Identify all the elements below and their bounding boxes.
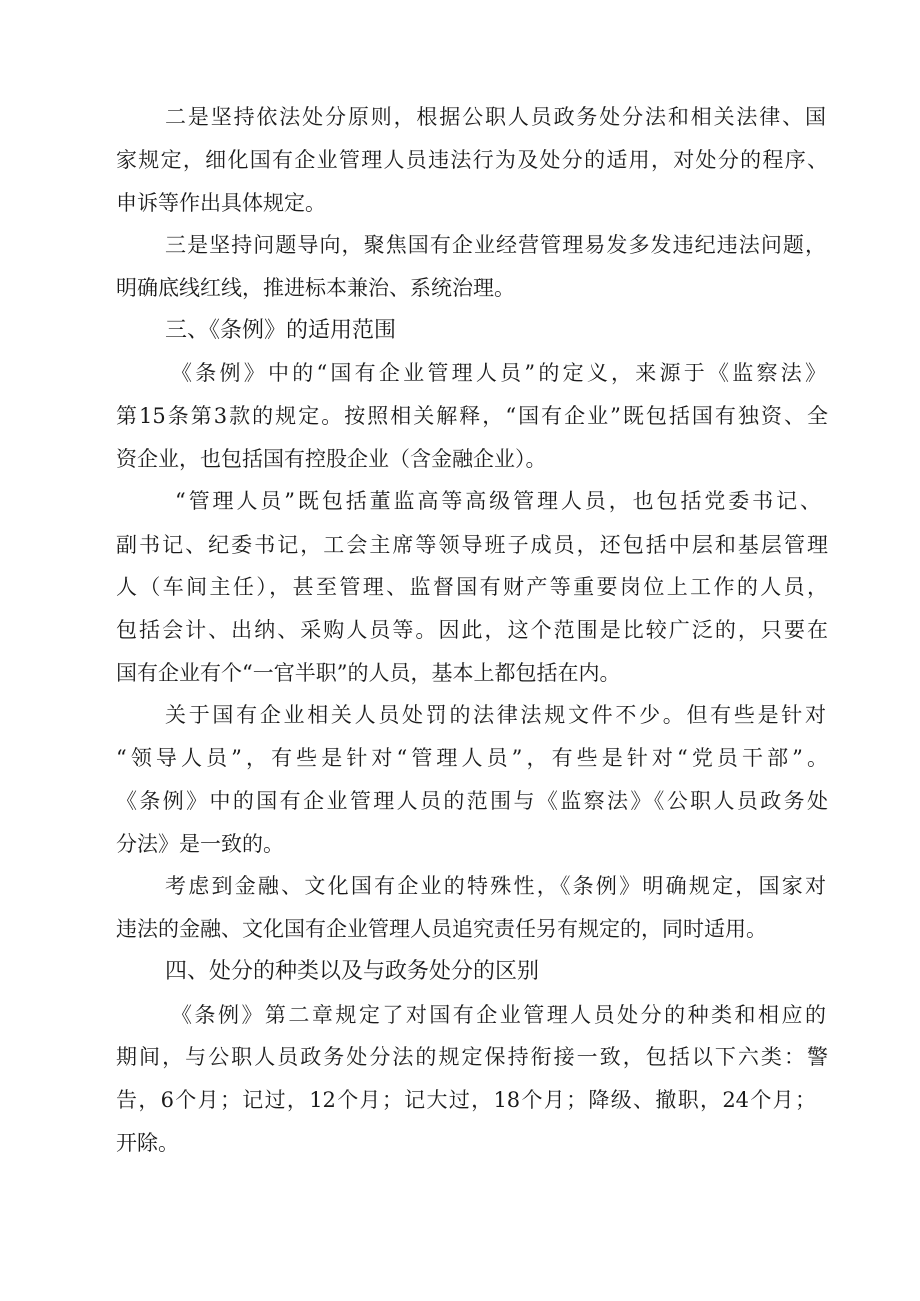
paragraph-line: “管理人员”既包括董监高等高级管理人员，也包括党委书记、: [175, 489, 821, 513]
paragraph-line: 违法的金融、文化国有企业管理人员追究责任另有规定的，同时适用。: [116, 917, 767, 941]
paragraph-line: 包括会计、出纳、采购人员等。因此，这个范围是比较广泛的，只要在: [116, 618, 828, 642]
paragraph-line: 期间，与公职人员政务处分法的规定保持衔接一致，包括以下六类：警: [116, 1045, 828, 1069]
paragraph-line: 副书记、纪委书记，工会主席等领导班子成员，还包括中层和基层管理: [116, 533, 828, 557]
paragraph-line: 第15条第3款的规定。按照相关解释，“国有企业”既包括国有独资、全: [116, 404, 828, 428]
paragraph-line: 国有企业有个“一官半职”的人员，基本上都包括在内。: [116, 661, 621, 685]
paragraph-line: 考虑到金融、文化国有企业的特殊性，《条例》明确规定，国家对: [165, 874, 826, 898]
paragraph-line: 资企业，也包括国有控股企业（含金融企业）。: [116, 447, 547, 471]
section-heading: 四、处分的种类以及与政务处分的区别: [165, 959, 540, 984]
paragraph-line: 开除。: [116, 1131, 179, 1155]
paragraph-line: 三是坚持问题导向，聚焦国有企业经营管理易发多发违纪违法问题，: [165, 233, 826, 257]
paragraph-line: 《条例》第二章规定了对国有企业管理人员处分的种类和相应的: [171, 1003, 826, 1027]
paragraph-line: 分法》是一致的。: [116, 832, 284, 856]
paragraph-line: “领导人员”，有些是针对“管理人员”，有些是针对“党员干部”。: [116, 746, 828, 770]
paragraph-line: 申诉等作出具体规定。: [116, 191, 326, 215]
section-heading: 三、《条例》的适用范围: [165, 318, 397, 343]
paragraph-line: 人（车间主任），甚至管理、监督国有财产等重要岗位上工作的人员，: [116, 575, 828, 599]
paragraph-line: 家规定，细化国有企业管理人员违法行为及处分的适用，对处分的程序、: [116, 148, 828, 172]
paragraph-line: 二是坚持依法处分原则，根据公职人员政务处分法和相关法律、国: [165, 105, 826, 129]
paragraph-line: 告，6个月；记过，12个月；记大过，18个月；降级、撤职，24个月；: [116, 1088, 816, 1112]
paragraph-line: 关于国有企业相关人员处罚的法律法规文件不少。但有些是针对: [165, 703, 826, 727]
paragraph-line: 《条例》中的“国有企业管理人员”的定义，来源于《监察法》: [171, 361, 826, 385]
paragraph-line: 《条例》中的国有企业管理人员的范围与《监察法》《公职人员政务处: [116, 789, 828, 813]
paragraph-line: 明确底线红线，推进标本兼治、系统治理。: [116, 276, 515, 300]
